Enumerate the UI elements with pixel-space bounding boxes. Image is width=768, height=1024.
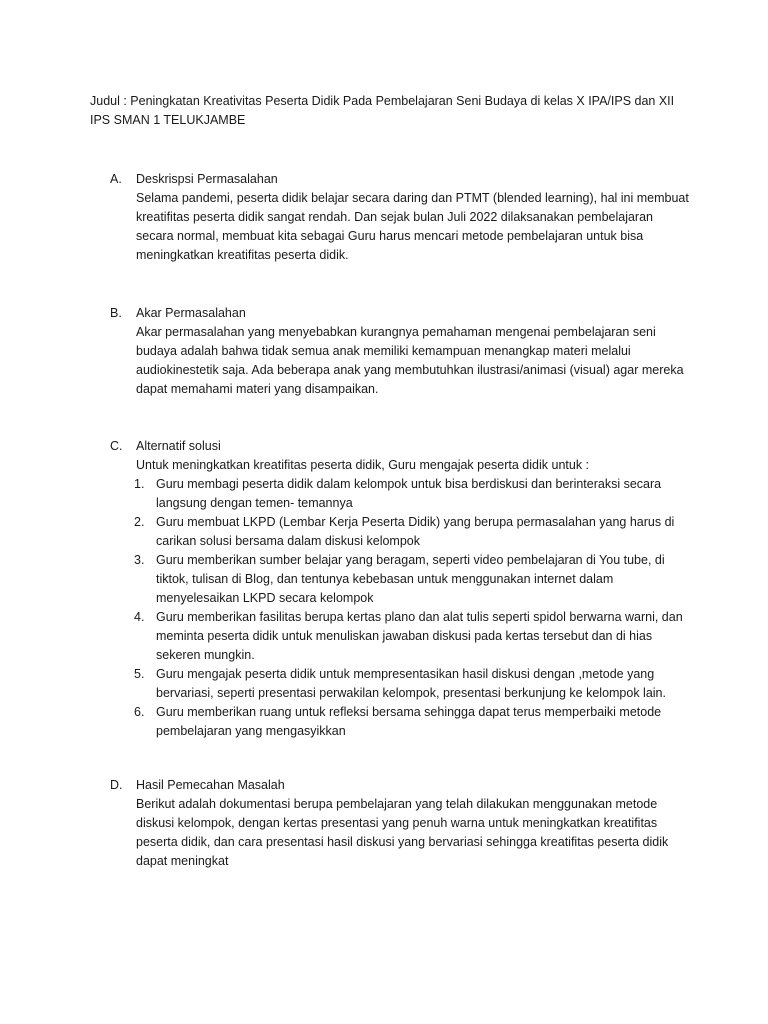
- document-title: Judul : Peningkatan Kreativitas Peserta Didik Pada Pembelajaran Seni Budaya di kelas X IPA/IPS dan XII IPS SMAN 1 TELUKJAMBE: [90, 94, 675, 127]
- section-letter: B.: [110, 306, 122, 320]
- list-item: [136, 665, 690, 703]
- list-item: [136, 475, 690, 513]
- list-item-number: 4.: [134, 610, 145, 624]
- list-item-number: 1.: [134, 477, 145, 491]
- section-description: [110, 170, 690, 265]
- list-item-text: Guru mengajak peserta didik untuk mempresentasikan hasil diskusi dengan ,metode yang bervariasi, seperti presentasi perwakilan kelompok, presentasi berkunjung ke kelompok lain.: [156, 667, 666, 700]
- list-item: [136, 608, 690, 665]
- section-heading: Hasil Pemecahan Masalah: [136, 778, 285, 792]
- section-heading: Akar Permasalahan: [136, 306, 246, 320]
- section-body: Akar permasalahan yang menyebabkan kurangnya pemahaman mengenai pembelajaran seni budaya adalah bahwa tidak semua anak memiliki kemampuan menangkap materi melalui audiokinestetik saja. Ada beberapa anak yang membutuhkan ilustrasi/animasi (visual) agar mereka dapat memahami materi yang disampaikan.: [136, 325, 684, 396]
- section-heading-row: [110, 304, 690, 323]
- section-heading-row: [110, 776, 690, 795]
- section-intro: Untuk meningkatkan kreatifitas peserta didik, Guru mengajak peserta didik untuk :: [136, 458, 590, 472]
- section-heading-row: [110, 437, 690, 456]
- list-item-number: 3.: [134, 553, 145, 567]
- list-item-text: Guru memberikan fasilitas berupa kertas plano dan alat tulis seperti spidol berwarna warni, dan meminta peserta didik untuk menuliskan jawaban diskusi pada kertas tersebut dan di hias sekeren mungkin.: [156, 610, 683, 662]
- section-results: [110, 776, 690, 871]
- section-heading: Alternatif solusi: [136, 439, 221, 453]
- section-body: Berikut adalah dokumentasi berupa pembelajaran yang telah dilakukan menggunakan metode diskusi kelompok, dengan kertas presentasi yang penuh warna untuk meningkatkan kreatifitas peserta didik, dan cara presentasi hasil diskusi yang bervariasi sehingga kreatifitas peserta didik dapat meningkat: [136, 797, 669, 868]
- list-item: [136, 551, 690, 608]
- list-item-text: Guru memberikan ruang untuk refleksi bersama sehingga dapat terus memperbaiki metode pembelajaran yang mengasyikkan: [156, 705, 662, 738]
- list-item-text: Guru membagi peserta didik dalam kelompok untuk bisa berdiskusi dan berinteraksi secara langsung dengan temen- temannya: [156, 477, 662, 510]
- section-root-cause: [110, 304, 690, 399]
- section-letter: C.: [110, 439, 123, 453]
- section-alternative-solutions: [110, 437, 690, 741]
- section-heading: Deskrispsi Permasalahan: [136, 172, 278, 186]
- list-item-text: Guru memberikan sumber belajar yang beragam, seperti video pembelajaran di You tube, di tiktok, tulisan di Blog, dan tentunya kebebasan untuk menggunakan internet dalam menyelesaikan LKPD secara kelompok: [156, 553, 665, 605]
- list-item-number: 2.: [134, 515, 145, 529]
- section-body: Selama pandemi, peserta didik belajar secara daring dan PTMT (blended learning), hal ini membuat kreatifitas peserta didik sangat rendah. Dan sejak bulan Juli 2022 dilaksanakan pembelajaran secara normal, membuat kita sebagai Guru harus mencari metode pembelajaran untuk bisa meningkatkan kreatifitas peserta didik.: [136, 191, 689, 262]
- section-letter: D.: [110, 778, 123, 792]
- list-item-text: Guru membuat LKPD (Lembar Kerja Peserta Didik) yang berupa permasalahan yang harus di carikan solusi bersama dalam diskusi kelompok: [156, 515, 675, 548]
- list-item-number: 5.: [134, 667, 145, 681]
- section-letter: A.: [110, 172, 122, 186]
- list-item: [136, 513, 690, 551]
- section-heading-row: [110, 170, 690, 189]
- solution-list: [136, 475, 690, 741]
- list-item: [136, 703, 690, 741]
- list-item-number: 6.: [134, 705, 145, 719]
